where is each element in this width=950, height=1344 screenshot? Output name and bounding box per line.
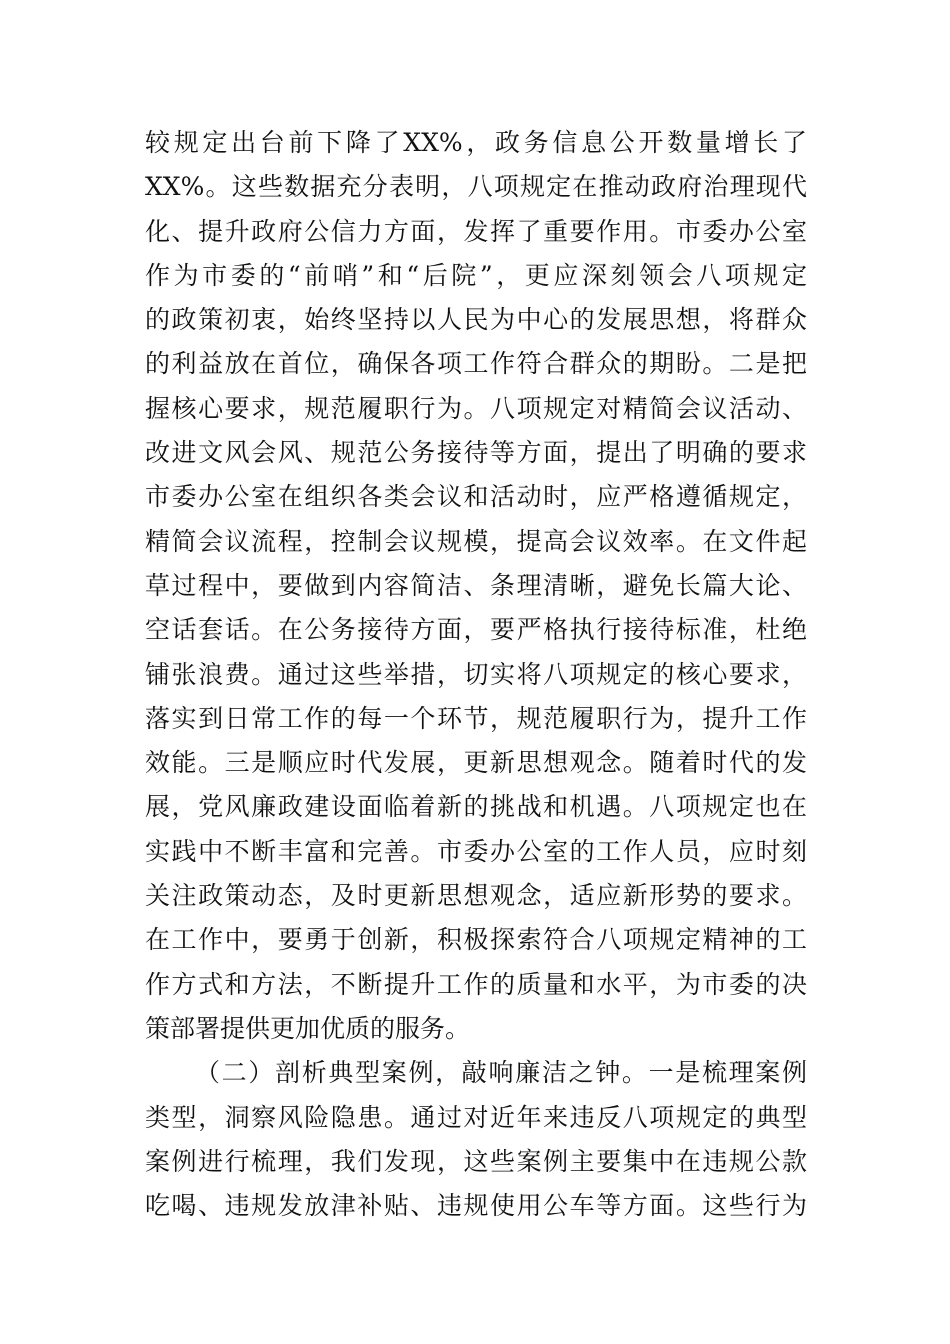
text-line: XX%。这些数据充分表明，八项规定在推动政府治理现代 [145,172,807,202]
text-line: 落实到日常工作的每一个环节，规范履职行为，提升工作 [145,703,807,733]
text-line: 的利益放在首位，确保各项工作符合群众的期盼。二是把 [145,349,807,379]
text-line: 市委办公室在组织各类会议和活动时，应严格遵循规定， [145,482,807,512]
text-line: 效能。三是顺应时代发展，更新思想观念。随着时代的发 [145,748,807,778]
text-line: 较规定出台前下降了XX%，政务信息公开数量增长了 [145,128,807,157]
text-line: 化、提升政府公信力方面，发挥了重要作用。市委办公室 [145,216,807,246]
text-line: 作方式和方法，不断提升工作的质量和水平，为市委的决 [145,969,807,999]
text-line: 空话套话。在公务接待方面，要严格执行接待标准，杜绝 [145,615,807,645]
body-text [145,121,807,1228]
text-line: 铺张浪费。通过这些举措，切实将八项规定的核心要求， [145,659,807,689]
text-line: 实践中不断丰富和完善。市委办公室的工作人员，应时刻 [145,836,807,866]
text-line: 精简会议流程，控制会议规模，提高会议效率。在文件起 [145,526,807,556]
text-line: 作为市委的“前哨”和“后院”，更应深刻领会八项规定 [145,260,807,290]
text-line-paragraph-end: 策部署提供更加优质的服务。 [145,1013,471,1043]
text-line: 的政策初衷，始终坚持以人民为中心的发展思想，将群众 [145,305,807,335]
text-line: 草过程中，要做到内容简洁、条理清晰，避免长篇大论、 [145,570,807,600]
text-line: 案例进行梳理，我们发现，这些案例主要集中在违规公款 [145,1146,807,1176]
text-line: 吃喝、违规发放津补贴、违规使用公车等方面。这些行为 [145,1191,807,1221]
text-line: 展，党风廉政建设面临着新的挑战和机遇。八项规定也在 [145,792,807,822]
text-line: 关注政策动态，及时更新思想观念，适应新形势的要求。 [145,881,807,911]
text-line: 类型，洞察风险隐患。通过对近年来违反八项规定的典型 [145,1102,807,1132]
text-line: 在工作中，要勇于创新，积极探索符合八项规定精神的工 [145,925,807,955]
text-line-section-heading: （二）剖析典型案例，敲响廉洁之钟。一是梳理案例 [195,1058,807,1088]
text-line: 改进文风会风、规范公务接待等方面，提出了明确的要求 [145,438,807,468]
text-line: 握核心要求，规范履职行为。八项规定对精简会议活动、 [145,393,807,423]
